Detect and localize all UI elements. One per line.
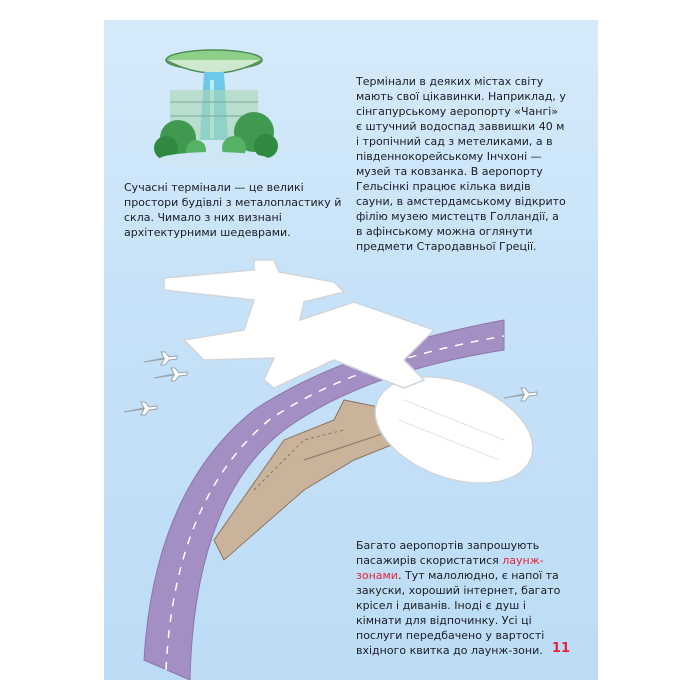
waterfall-garden-illustration — [154, 50, 278, 168]
paragraph-terminal-features: Термінали в деяких містах світу мають свої цікавинки. Наприклад, у сінгапурському аеропорту «Чангі» є штучний водоспад заввишки 40 м і тропічний сад з метеликами, а в південнокорейському Інчхоні — музей та ковзанка. В аеропорту Гельсінкі працює кілька видів сауни, в амстердамському відкрито філію музею мистецтв Голландії, а в афінському можна оглянути предмети Стародавньої Греції. — [356, 75, 566, 253]
lounge-zones-highlight: лаунж-зонами — [356, 554, 544, 582]
page-number: 11 — [551, 641, 570, 656]
lounge-text-after: . Тут малолюдно, є напої та закуски, хороший інтернет, багато крісел і диванів. Іноді є душ і кімнати для відпочинку. Усі ці послуги передбачено у вартості вхідного квитка до лаунж-зони. — [356, 569, 561, 657]
main-terminal — [164, 260, 434, 388]
lounge-text-before: Багато аеропортів запрошують пасажирів скористатися — [356, 539, 540, 567]
paragraph-modern-terminals: Сучасні термінали — це великі простори будівлі з металопластику й скла. Чимало з них визнані архітектурними шедеврами. — [124, 181, 342, 239]
paragraph-lounge-zones — [356, 538, 570, 658]
book-page — [104, 20, 598, 680]
